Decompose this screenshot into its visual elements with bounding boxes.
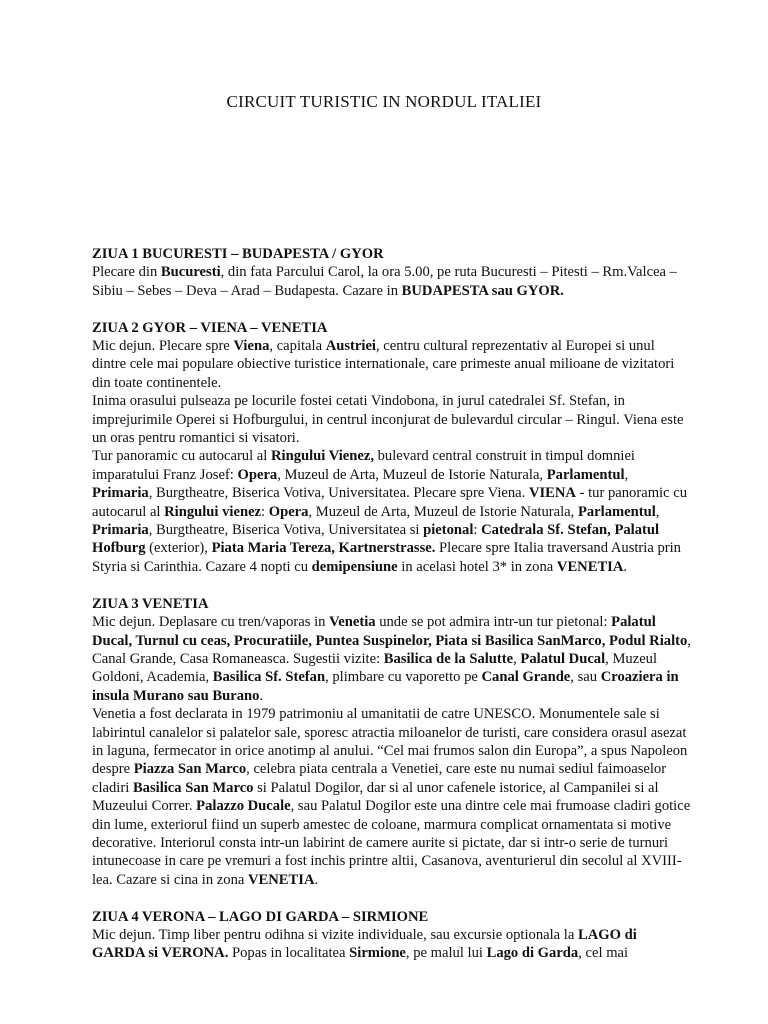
bold-text: VIENA [528, 485, 576, 502]
text-run: , Burgtheatre, Biserica Votiva, Universitatea. Plecare spre Viena. [148, 485, 529, 502]
day-heading: ZIUA 1 BUCURESTI – BUDAPESTA / GYOR [92, 246, 384, 262]
text-run: , plimbare cu vaporetto pe [325, 669, 482, 686]
bold-text: Venetia [329, 614, 376, 631]
text-run: , Burgtheatre, Biserica Votiva, Universitatea si [148, 522, 424, 539]
text-run: , [655, 503, 660, 520]
text-run: Plecare spre Italia traversand Austria prin Styria si Carinthia. Cazare 4 nopti cu [92, 540, 681, 575]
day-section [92, 595, 692, 890]
text-run: , sau Palatul Dogilor este una dintre cele mai frumoase cladiri gotice din lume, exteriorul fiind un superb amestec de coloane, marmura complicat ornamentata si motive decorative. Interiorul consta intr-un labirint de camere aurite si pictate, dar si intr-o serie de turnuri intunecoase in care pe vremuri a fost inchis printre altii, Casanova, aventurierul din secolul al XVIII-lea. Cazare si cina in zona [92, 798, 691, 888]
text-run: , centru cultural reprezentativ al Europei si unul dintre cele mai populare obiective turistice internationale, care primeste anual milioane de vizitatori din toate continentele. [92, 338, 675, 391]
bold-text: Primaria [92, 522, 149, 539]
text-run: Mic dejun. Timp liber pentru odihna si vizite individuale, sau excursie optionala la [92, 926, 578, 943]
text-run: Tur panoramic cu autocarul al [92, 448, 271, 465]
bold-text: Ringului vienez [164, 503, 262, 520]
bold-text: Parlamentul [577, 503, 656, 520]
bold-text: VENETIA [556, 558, 624, 575]
text-run: , din fata Parcului Carol, la ora 5.00, pe ruta Bucuresti – Pitesti – Rm.Valcea – Sibiu – Sebes – Deva – Arad – Budapesta. Cazare in [92, 264, 677, 299]
bold-text: Opera [268, 503, 309, 520]
bold-text: pietonal [423, 522, 474, 539]
bold-text: Palazzo Ducale [196, 798, 291, 815]
bold-text: Croaziera in insula Murano sau Burano [92, 669, 679, 704]
day-section [92, 908, 692, 963]
day-heading: ZIUA 4 VERONA – LAGO DI GARDA – SIRMIONE [92, 908, 429, 925]
bold-text: Catedrala Sf. Stefan, Palatul Hofburg [92, 522, 660, 557]
bold-text: Piata Maria Tereza, Kartnerstrasse. [211, 540, 436, 557]
bold-text: Palatul Ducal, Turnul cu ceas, Procuratiile, Puntea Suspinelor, Piata si Basilica SanMarco, Podul Rialto [92, 614, 688, 649]
text-run: si Palatul Dogilor, dar si al unor cafenele istorice, al Campanilei si al Muzeului Correr. [92, 779, 659, 815]
day-paragraph [92, 447, 692, 576]
text-run: , Muzeul Goldoni, Academia, [92, 650, 658, 686]
day-paragraph [92, 926, 692, 963]
text-run: , Muzeul de Arta, Muzeul de Istorie Naturala, [308, 503, 578, 520]
day-paragraph [92, 705, 692, 889]
day-paragraph [92, 613, 692, 705]
bold-text: LAGO di GARDA si VERONA. [92, 926, 637, 962]
day-heading: ZIUA 2 GYOR – VIENA – VENETIA [92, 319, 328, 336]
text-run: Popas in localitatea [228, 945, 350, 962]
bold-text: demipensiune [311, 558, 398, 575]
text-run: Venetia a fost declarata in 1979 patrimoniu al umanitatii de catre UNESCO. Monumentele sale si labirintul canalelor si palatelor sale, sporesc atractia miloanelor de turisti, care considera orasul asezat in laguna, fermecator in orice anotimp al anului. “Cel mai frumos salon din Europa”, a spus Napoleon despre [92, 706, 688, 778]
day-section [92, 245, 692, 300]
bold-text: Basilica San Marco [132, 779, 254, 796]
bold-text: Sirmione [349, 945, 406, 962]
text-run: bulevard central construit in timpul domniei imparatului Franz Josef: [92, 448, 635, 483]
text-run: , [513, 650, 521, 667]
text-run: : [473, 522, 482, 539]
bold-text: Canal Grande [481, 669, 571, 686]
text-run: unde se pot admira intr-un tur pietonal: [375, 614, 612, 631]
bold-text: Viena [233, 338, 270, 355]
text-run: , pe malul lui [405, 945, 487, 962]
bold-text: BUDAPESTA sau GYOR. [401, 282, 564, 299]
text-run: , sau [570, 669, 601, 686]
bold-text: Austriei [325, 338, 376, 355]
text-run: Mic dejun. Plecare spre [92, 338, 234, 355]
text-run: Plecare din [92, 264, 161, 281]
bold-text: Lago di Garda [486, 945, 579, 962]
text-run: Mic dejun. Deplasare cu tren/vaporas in [92, 614, 330, 631]
bold-text: Bucuresti [160, 264, 221, 281]
bold-text: VENETIA [248, 871, 315, 888]
day-paragraph [92, 392, 692, 447]
bold-text: Ringului Vienez, [271, 448, 374, 465]
text-run: : [261, 503, 269, 520]
text-run: Inima orasului pulseaza pe locurile fostei cetati Vindobona, in jurul catedralei Sf. Stefan, in imprejurimile Operei si Hofburgului, in centrul inconjurat de bulevardul circular – Ringul. Viena este un oras pentru romantici si visatori. [92, 393, 684, 447]
text-run: , cel mai [578, 945, 629, 962]
bold-text: Basilica Sf. Stefan [212, 669, 326, 686]
bold-text: Basilica de la Salutte [383, 650, 514, 667]
text-run: , capitala [269, 338, 326, 355]
document-body [92, 245, 692, 981]
day-section [92, 319, 692, 577]
bold-text: Palatul Ducal [520, 650, 606, 667]
text-run: , Muzeul de Arta, Muzeul de Istorie Naturala, [277, 466, 547, 483]
bold-text: Opera [237, 466, 278, 483]
day-paragraph [92, 263, 692, 300]
bold-text: Parlamentul [546, 466, 625, 483]
day-paragraph [92, 337, 692, 392]
text-run: - tur panoramic cu autocarul al [92, 485, 687, 520]
text-run: . [314, 871, 319, 888]
text-run: (exterior), [145, 540, 212, 557]
bold-text: Primaria [92, 485, 149, 502]
day-heading: ZIUA 3 VENETIA [92, 595, 209, 612]
document-title: CIRCUIT TURISTIC IN NORDUL ITALIEI [226, 92, 542, 111]
text-run: . [259, 687, 264, 704]
text-run: in acelasi hotel 3* in zona [397, 558, 557, 575]
text-run: , celebra piata centrala a Venetiei, care este nu numai sediul faimoaselor cladiri [92, 761, 667, 796]
text-run: . [623, 558, 628, 575]
text-run: , [624, 466, 629, 483]
bold-text: Piazza San Marco [133, 761, 247, 778]
text-run: , Canal Grande, Casa Romaneasca. Sugestii vizite: [92, 632, 691, 667]
